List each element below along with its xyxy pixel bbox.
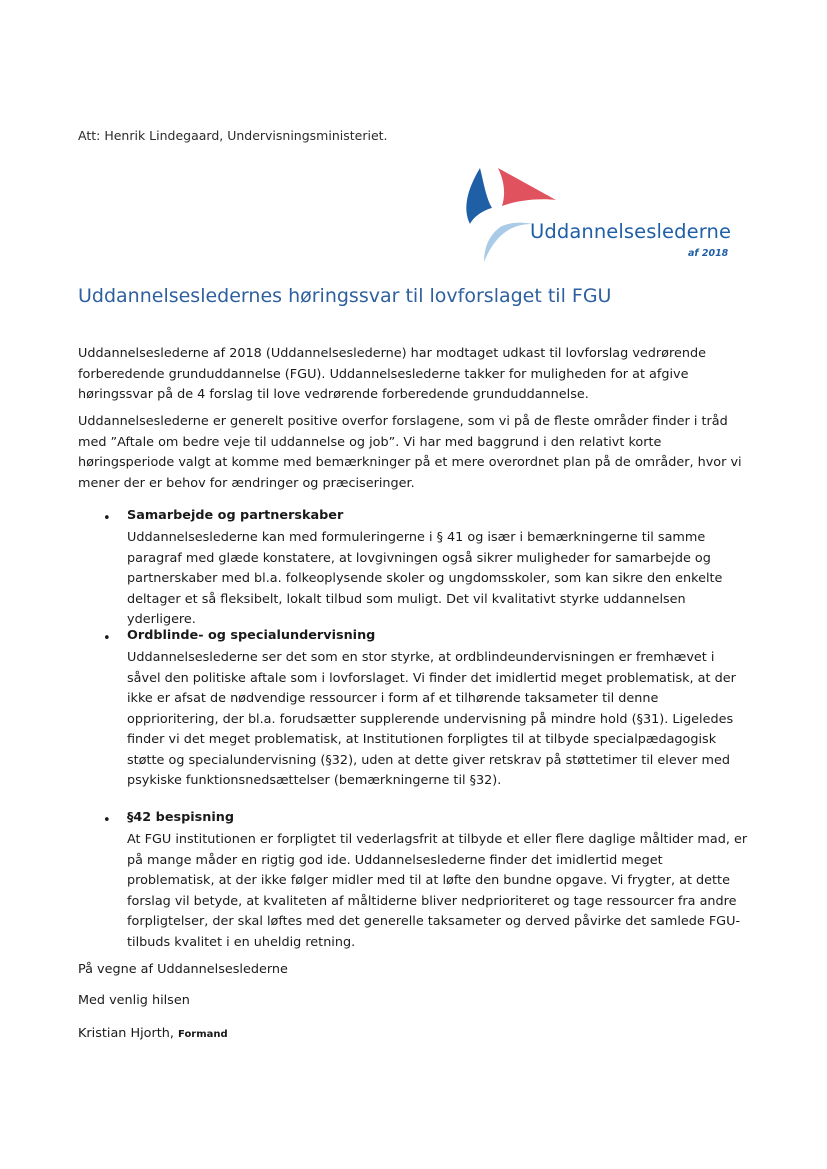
closing-greeting: Med venlig hilsen [78, 993, 190, 1008]
bullet-dot-icon: • [103, 511, 111, 526]
intro-paragraph: Uddannelseslederne af 2018 (Uddannelseslederne) har modtaget udkast til lovforslag vedrørende forberedende grunduddannelse (FGU). Uddannelseslederne takker for muligheden for at afgive høringssvar på de 4 forslag til love vedrørende forberedende grunduddannelse. [78, 346, 706, 402]
bullet-heading: §42 bespisning [127, 810, 235, 825]
organization-logo [462, 158, 762, 268]
bullet-heading: Ordblinde- og specialundervisning [127, 628, 376, 643]
bullet-text: Uddannelseslederne ser det som en stor styrke, at ordblindeundervisningen er fremhævet i såvel den politiske aftale som i lovforslaget. Vi finder det imidlertid meget problematisk, at der ikke er afsat de nødvendige ressourcer i form af et tilhørende taksameter til denne opprioritering, der bl.a. forudsætter supplerende undervisning på mindre hold (§31). Ligeledes finder vi det meget problematisk, at Institutionen forpligtes til at tilbyde specialpædagogisk støtte og specialundervisning (§32), uden at dette giver retskrav på støttetimer til elever med psykiske funktionsnedsættelser (bemærkningerne til §32). [127, 650, 736, 788]
signer-role: Formand [178, 1029, 228, 1040]
bullet-heading: Samarbejde og partnerskaber [127, 508, 344, 523]
bullet-text: Uddannelseslederne kan med formuleringerne i § 41 og især i bemærkningerne til samme paragraf med glæde konstatere, at lovgivningen også sikrer muligheder for samarbejde og partnerskaber med bl.a. folkeoplysende skoler og ungdomsskoler, som kan sikre den enkelte deltager et så fleksibelt, lokalt tilbud som muligt. Det vil kvalitativt styrke uddannelsen yderligere. [127, 530, 723, 627]
closing-on-behalf: På vegne af Uddannelseslederne [78, 962, 288, 977]
signer-name: Kristian Hjorth, [78, 1026, 179, 1041]
bullet-dot-icon: • [103, 631, 111, 646]
attention-line: Att: Henrik Lindegaard, Undervisningsministeriet. [78, 128, 388, 143]
logo-subtitle: af 2018 [688, 248, 729, 259]
signature-line [78, 1026, 228, 1041]
logo-mark-icon [462, 158, 582, 268]
bullet-text: At FGU institutionen er forpligtet til vederlagsfrit at tilbyde et eller flere daglige måltider mad, er på mange måder en rigtig god ide. Uddannelseslederne finder det imidlertid meget problematisk, at der ikke følger midler med til at løfte den bundne opgave. Vi frygter, at dette forslag vil betyde, at kvaliteten af måltiderne bliver nedprioriteret og tage ressourcer fra andre forpligtelser, der skal løftes med det generelle taksameter og derved påvirke det samlede FGU-tilbuds kvalitet i en uheldig retning. [127, 832, 748, 950]
bullet-dot-icon: • [103, 813, 111, 828]
logo-wordmark: Uddannelseslederne [530, 220, 732, 243]
document-title: Uddannelsesledernes høringssvar til lovforslaget til FGU [78, 285, 612, 307]
position-paragraph: Uddannelseslederne er generelt positive overfor forslagene, som vi på de fleste områder finder i tråd med ”Aftale om bedre veje til uddannelse og job”. Vi har med baggrund i den relativt korte høringsperiode valgt at komme med bemærkninger på et mere overordnet plan på de områder, hvor vi mener der er behov for ændringer og præciseringer. [78, 414, 742, 491]
